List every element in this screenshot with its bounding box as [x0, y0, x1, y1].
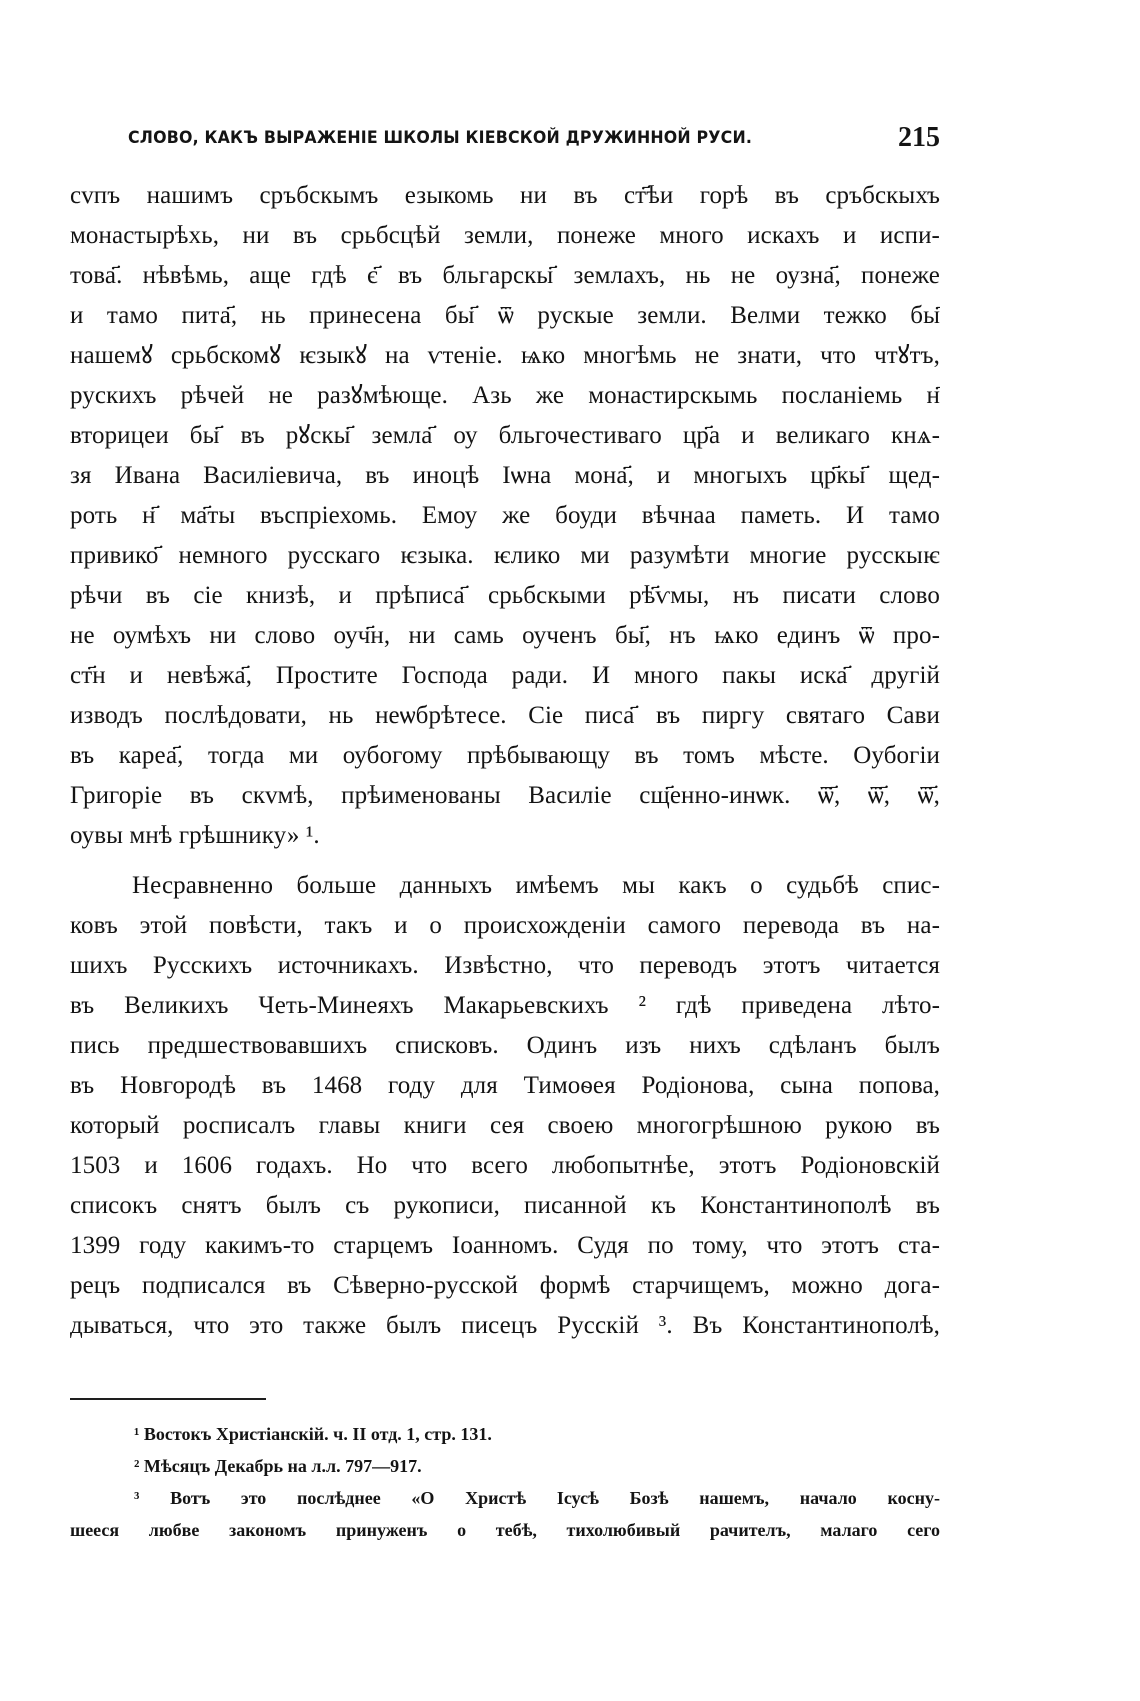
- quote-line: това҃. нѣвѣмь, аще гдѣ є҃ въ бльгарскы҃ землахъ, нь не оузна҃, понеже: [70, 262, 940, 289]
- quote-line: привико҃ немного русскаго ѥзыка. ѥлико ми разумѣти многие русскыѥ: [70, 542, 940, 569]
- quoted-old-slavonic-text: [70, 176, 940, 856]
- footnote-divider: [70, 1398, 266, 1400]
- quote-line: рускихъ рѣчей не разꙋмѣюще. Азь же монастирскымь посланіемь н҃: [70, 382, 940, 409]
- paragraph-line: ковъ этой повѣсти, такъ и о происхожденіи самого перевода въ на-: [70, 912, 940, 939]
- quote-line: изводъ послѣдовати, нь неѡбрѣтесе. Сіе писа҃ въ пиргу святаго Сави: [70, 702, 940, 729]
- paragraph-line: въ Великихъ Четь-Минеяхъ Макарьевскихъ ² гдѣ приведена лѣто-: [70, 992, 940, 1019]
- paragraph-line: который росписалъ главы книги сея своею многогрѣшною рукою въ: [70, 1112, 940, 1139]
- quote-line: сvпъ нашимъ сръбскымъ езыкомь ни въ ст҃ѣи горѣ въ сръбскыхъ: [70, 182, 940, 209]
- footnote-3: ³ Вотъ это послѣднее «О Христѣ Ісусѣ Бозѣ нашемъ, начало косну-: [134, 1488, 940, 1508]
- body-paragraph: [70, 866, 940, 1346]
- running-title: СЛОВО, КАКЪ ВЫРАЖЕНІЕ ШКОЛЫ КІЕВСКОЙ ДРУЖИННОЙ РУСИ.: [128, 128, 753, 148]
- quote-line: вторицеи бы҃ въ рꙋскы҃ земла҃ оу бльгочестиваго цр҃а и великаго кнѧ-: [70, 422, 940, 449]
- quote-line: рѣчи въ сіе книзѣ, и прѣписа҃ срьбскыми рѣ҃ѵмы, нъ писати слово: [70, 582, 940, 609]
- quote-line: ст҃н и невѣжа҃, Простите Господа ради. И много пакы иска҃ другій: [70, 662, 940, 689]
- footnotes: [70, 1418, 940, 1546]
- paragraph-line: дываться, что это также былъ писецъ Русскій ³. Въ Константинополѣ,: [70, 1312, 940, 1339]
- running-head: [128, 122, 940, 158]
- quote-line: роть н҃ ма҃ты въспріехомь. Емоу же боуди вѣчнаа паметь. И тамо: [70, 502, 940, 529]
- page-number: 215: [898, 122, 940, 153]
- footnote-2: ² Мѣсяцъ Декабрь на л.л. 797—917.: [134, 1456, 422, 1476]
- footnote-3-continuation: шееся любве закономъ принуженъ о тебѣ, тихолюбивый рачителъ, малаго сего: [70, 1520, 940, 1540]
- paragraph-line: 1399 году какимъ-то старцемъ Іоанномъ. Судя по тому, что этотъ ста-: [70, 1232, 940, 1259]
- quote-line: зя Ивана Василіевича, въ иноцѣ Іѡна мона҃, и многыхъ цр҃кы҃ щед-: [70, 462, 940, 489]
- quote-line: въ кареа҃, тогда ми оубогому прѣбывающу въ томъ мѣсте. Оубогіи: [70, 742, 940, 769]
- footnote-1: ¹ Востокъ Христіанскій. ч. II отд. 1, стр. 131.: [134, 1424, 492, 1444]
- paragraph-line: шихъ Русскихъ источникахъ. Извѣстно, что переводъ этотъ читается: [70, 952, 940, 979]
- quote-line: оувы мнѣ грѣшнику» ¹.: [70, 822, 320, 849]
- quote-line: нашемꙋ срьбскомꙋ ѥзыкꙋ на ѵтеніе. ѩко многѣмь не знати, что чтꙋтъ,: [70, 342, 940, 369]
- paragraph-line: пись предшествовавшихъ списковъ. Одинъ изъ нихъ сдѣланъ былъ: [70, 1032, 940, 1059]
- paragraph-line: Несравненно больше данныхъ имѣемъ мы какъ о судьбѣ спис-: [132, 872, 940, 899]
- paragraph-line: въ Новгородѣ въ 1468 году для Тимоѳея Родіонова, сына попова,: [70, 1072, 940, 1099]
- quote-line: не оумѣхъ ни слово оуч҃н, ни самь оученъ бы҃, нъ ѩко единъ ѿ про-: [70, 622, 940, 649]
- paragraph-line: 1503 и 1606 годахъ. Но что всего любопытнѣе, этотъ Родіоновскій: [70, 1152, 940, 1179]
- quote-line: монастырѣхь, ни въ срьбсцѣй земли, понеже много искахъ и испи-: [70, 222, 940, 249]
- paragraph-line: рецъ подписался въ Сѣверно-русской формѣ старчищемъ, можно дога-: [70, 1272, 940, 1299]
- quote-line: и тамо пита҃, нь принесена бы҃ ѿ рускые земли. Велми тежко бы҃: [70, 302, 940, 329]
- quote-line: Григоріе въ скvмѣ, прѣименованы Василіе сщ҃енно-инѡк. ѿ҃, ѿ҃, ѿ҃,: [70, 782, 940, 809]
- paragraph-line: списокъ снятъ былъ съ рукописи, писанной къ Константинополѣ въ: [70, 1192, 940, 1219]
